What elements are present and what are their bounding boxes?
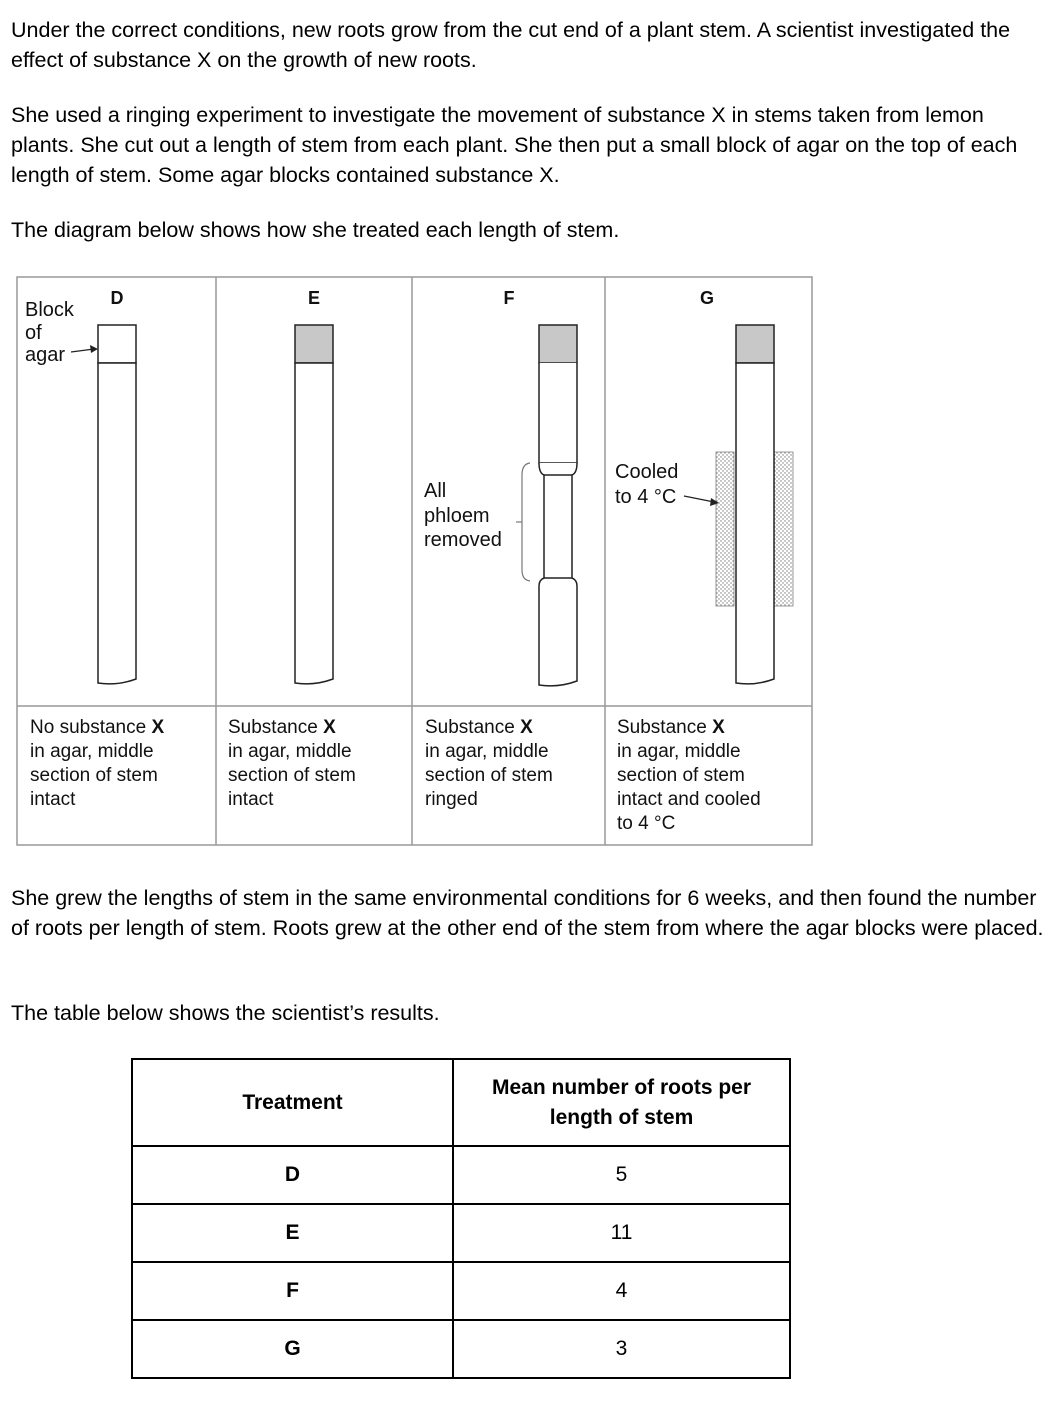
stem-g (716, 325, 793, 684)
caption-d (30, 717, 164, 810)
caption-g-line-4: intact and cooled (617, 789, 761, 810)
agar-block-substance-x (539, 325, 577, 363)
cooled-pointer-arrow (684, 496, 719, 506)
caption-f-line-4: ringed (425, 789, 478, 810)
column-label-f: F (503, 288, 515, 308)
intro-paragraph-3: The diagram below shows how she treated each length of stem. (11, 218, 620, 242)
header-treatment: Treatment (132, 1059, 453, 1146)
treatment-cell: G (132, 1320, 453, 1378)
caption-g-line-1: Substance X (617, 717, 725, 738)
results-table (131, 1058, 791, 1379)
agar-label-line-2: of (25, 322, 42, 344)
treatment-cell: F (132, 1262, 453, 1320)
caption-e (228, 717, 356, 810)
phloem-bracket (516, 463, 530, 581)
agar-label-line-1: Block (25, 299, 74, 321)
stem-e (295, 325, 333, 684)
agar-block-plain (98, 325, 136, 363)
stem-d (98, 325, 136, 684)
agar-pointer-arrow (71, 345, 98, 353)
caption-g-line-5: to 4 °C (617, 813, 676, 834)
phloem-label-line-2: phloem (424, 505, 490, 527)
caption-g (617, 717, 761, 834)
phloem-label-line-3: removed (424, 529, 502, 551)
mean-roots-cell: 11 (453, 1204, 790, 1262)
table-row (132, 1320, 790, 1378)
caption-f-line-2: in agar, middle (425, 741, 549, 762)
caption-e-line-1: Substance X (228, 717, 336, 738)
table-intro-paragraph: The table below shows the scientist’s results. (11, 1001, 440, 1025)
agar-block-substance-x (295, 325, 333, 363)
agar-block-substance-x (736, 325, 774, 363)
table-row (132, 1146, 790, 1204)
caption-d-line-2: in agar, middle (30, 741, 154, 762)
column-label-g: G (699, 288, 715, 308)
cooling-jacket-left (716, 452, 734, 606)
caption-e-line-2: in agar, middle (228, 741, 352, 762)
caption-e-line-4: intact (228, 789, 274, 810)
caption-f (425, 717, 553, 810)
mean-roots-cell: 5 (453, 1146, 790, 1204)
caption-d-line-3: section of stem (30, 765, 158, 786)
cooled-label-line-2: to 4 °C (615, 486, 677, 508)
header-mean-roots: Mean number of roots per length of stem (453, 1059, 790, 1146)
stem-f (539, 325, 577, 686)
table-header-row (132, 1059, 790, 1146)
phloem-label-line-1: All (424, 480, 447, 502)
caption-d-line-1: No substance X (30, 717, 165, 738)
intro-paragraph-1: Under the correct conditions, new roots grow from the cut end of a plant stem. A scientist investigated the effect of substance X on the growth of new roots. (11, 18, 1011, 72)
treatment-cell: D (132, 1146, 453, 1204)
caption-d-line-4: intact (30, 789, 76, 810)
caption-g-line-3: section of stem (617, 765, 745, 786)
mean-roots-cell: 3 (453, 1320, 790, 1378)
cooling-jacket-right (774, 452, 793, 606)
cooled-label-line-1: Cooled (615, 461, 679, 483)
caption-g-line-2: in agar, middle (617, 741, 741, 762)
table-row (132, 1262, 790, 1320)
table-row (132, 1204, 790, 1262)
treatment-cell: E (132, 1204, 453, 1262)
column-label-e: E (307, 288, 321, 308)
caption-f-line-1: Substance X (425, 717, 533, 738)
intro-paragraph-2: She used a ringing experiment to investigate the movement of substance X in stems taken from lemon plants. She cut out a length of stem from each plant. She then put a small block of agar on the top of each length of stem. Some agar blocks contained substance X. (11, 103, 1018, 187)
agar-label-line-3: agar (25, 344, 66, 366)
method-paragraph: She grew the lengths of stem in the same environmental conditions for 6 weeks, and then found the number of roots per length of stem. Roots grew at the other end of the stem from where the agar blocks were placed. (11, 886, 1044, 940)
mean-roots-cell: 4 (453, 1262, 790, 1320)
caption-e-line-3: section of stem (228, 765, 356, 786)
caption-f-line-3: section of stem (425, 765, 553, 786)
column-label-d: D (110, 288, 124, 308)
